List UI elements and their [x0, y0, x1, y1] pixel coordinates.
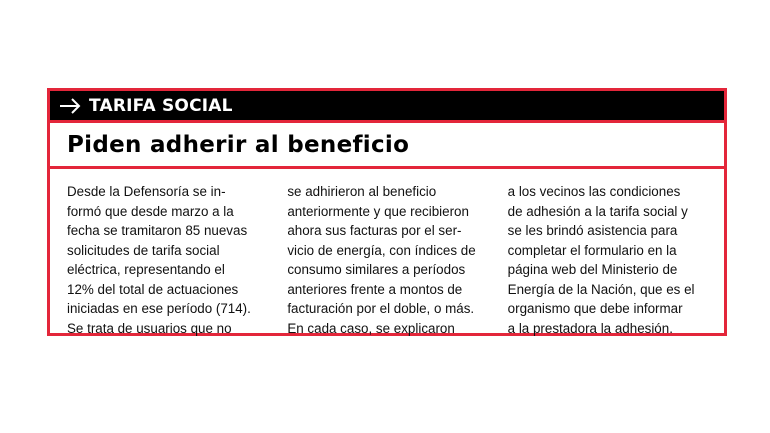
body-line: Desde la Defensoría se in- — [67, 184, 226, 199]
body-line: completar el formulario en la — [507, 242, 677, 258]
news-box — [47, 88, 727, 336]
body-column-3 — [508, 182, 710, 338]
body-line: Se trata de usuarios que no — [67, 320, 232, 336]
body-line: a los vecinos las condiciones — [507, 184, 681, 199]
body-line: solicitudes de tarifa social — [67, 242, 220, 258]
body-line: En cada caso, se explicaron — [287, 320, 455, 336]
body-line: 12% del total de actuaciones — [67, 281, 239, 297]
body-line: Energía de la Nación, que es el — [507, 281, 695, 297]
body-column-2 — [287, 182, 489, 338]
body-line: facturación por el doble, o más. — [287, 301, 475, 316]
body-line: página web del Ministerio de — [507, 262, 678, 277]
body-line: se les brindó asistencia para — [507, 223, 678, 238]
body-line: de adhesión a la tarifa social y — [507, 203, 688, 219]
body-line: se adhirieron al beneficio — [287, 184, 437, 199]
section-kicker: TARIFA SOCIAL — [89, 95, 233, 116]
right-arrow-icon — [59, 98, 81, 114]
body-line: eléctrica, representando el — [67, 262, 225, 277]
body-column-1 — [67, 182, 269, 338]
body-line: ahora sus facturas por el ser- — [287, 223, 462, 238]
headline: Piden adherir al beneficio — [67, 131, 410, 158]
body-line: vicio de energía, con índices de — [287, 242, 476, 258]
section-header-bar — [50, 91, 724, 123]
body-line: anteriores frente a montos de — [287, 281, 463, 297]
body-line: consumo similares a períodos — [287, 262, 466, 277]
body-line: iniciadas en ese período (714). — [67, 301, 251, 316]
body-columns — [67, 182, 710, 338]
body-line: fecha se tramitaron 85 nuevas — [67, 223, 248, 238]
body-line: organismo que debe informar — [507, 301, 683, 316]
body-line: anteriormente y que recibieron — [287, 203, 469, 219]
headline-row — [50, 123, 724, 169]
body-line: a la prestadora la adhesión. — [507, 320, 673, 336]
body-line: formó que desde marzo a la — [67, 203, 234, 219]
